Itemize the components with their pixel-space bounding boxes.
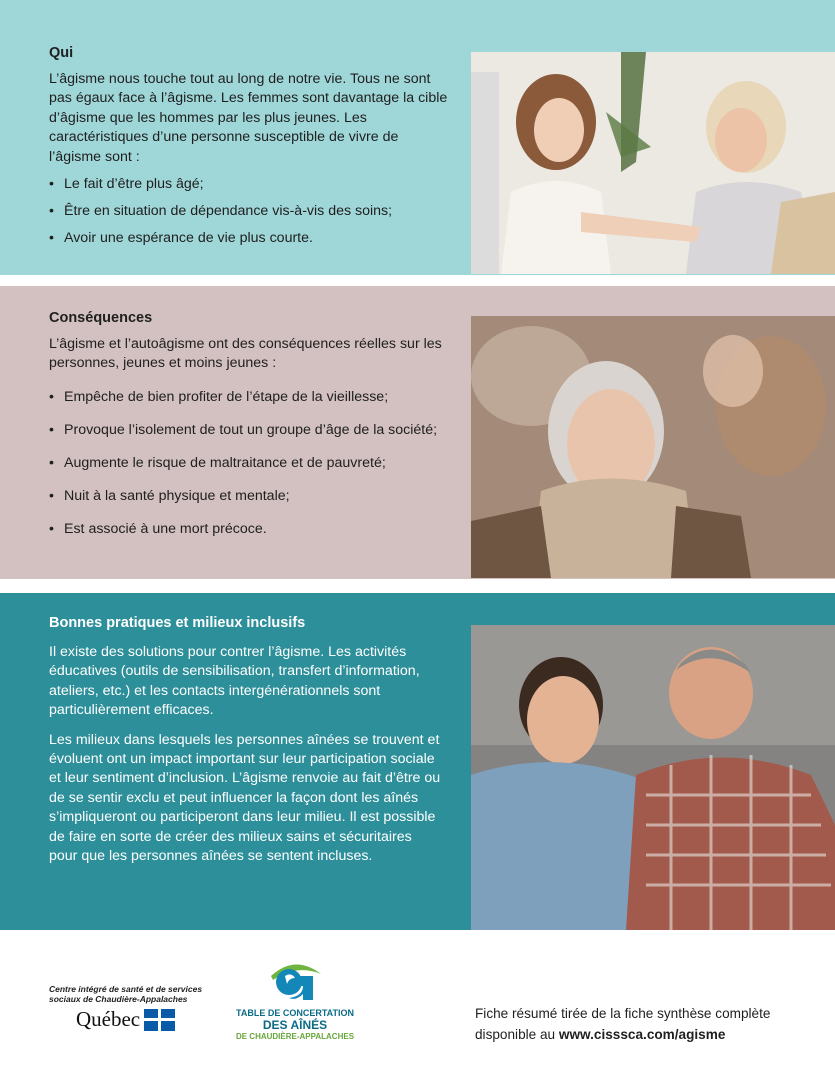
photo-young-and-older-man: [471, 625, 835, 930]
section-consequences-list: [49, 388, 459, 539]
footer-note: [475, 1003, 770, 1045]
list-item: • Le fait d’être plus âgé;: [49, 175, 449, 194]
quebec-flag-icon: [144, 1009, 175, 1031]
quebec-wordmark-row: [49, 1007, 204, 1032]
photo-young-and-older-woman: [471, 52, 835, 274]
list-item: • Provoque l’isolement de tout un groupe d’âge de la société;: [49, 421, 459, 440]
section-consequences-paragraph: L’âgisme et l’autoâgisme ont des conséquences réelles sur les personnes, jeunes et moins jeunes :: [49, 336, 442, 372]
section-consequences-heading: Conséquences: [49, 310, 153, 326]
section-bonnes-pratiques: [49, 615, 444, 866]
quebec-wordmark: Québec: [76, 1007, 141, 1031]
cisss-logo-text: Centre intégré de santé et de services sociaux de Chaudière-Appalaches: [49, 984, 203, 1004]
tca-line-3: DE CHAUDIÈRE-APPALACHES: [235, 1031, 355, 1041]
list-item: • Nuit à la santé physique et mentale;: [49, 487, 459, 506]
cisss-quebec-logo: [49, 985, 204, 1032]
footer-note-line-2: [475, 1024, 770, 1045]
section-qui: [49, 45, 449, 248]
section-bonnes-pratiques-paragraph-2: Les milieux dans lesquels les personnes aînées se trouvent et évoluent ont un impact important sur leur participation sociale et leur sentiment d’inclusion. L’âgisme renvoie au fait d’être ou de se sentir exclu et peut influencer la façon dont les aînés s’impliqueront ou participeront dans leur milieu. Il est possible de faire en sorte de créer des milieux sains et sécuritaires pour que les personnes aînées se sentent incluses.: [49, 731, 441, 865]
section-qui-heading: Qui: [49, 45, 74, 61]
list-item: • Est associé à une mort précoce.: [49, 520, 459, 539]
photo-3-illustration: [471, 625, 835, 930]
tca-line-1: TABLE DE CONCERTATION: [236, 1008, 354, 1018]
tca-emblem-icon: [263, 958, 327, 1004]
list-item: • Avoir une espérance de vie plus courte.: [49, 229, 449, 248]
photo-older-woman-reflection: [471, 316, 835, 578]
table-concertation-logo: [230, 958, 360, 1042]
section-bonnes-pratiques-paragraph-1: Il existe des solutions pour contrer l’âgisme. Les activités éducatives (outils de sensibilisation, transfert d’information, ateliers, etc.) et les contacts intergénérationnels sont particulièrement efficaces.: [49, 644, 420, 719]
section-consequences: [49, 310, 459, 539]
list-item: • Empêche de bien profiter de l’étape de la vieillesse;: [49, 388, 459, 407]
photo-1-illustration: [471, 52, 835, 274]
footer-note-prefix: disponible au: [475, 1027, 559, 1042]
photo-2-illustration: [471, 316, 835, 578]
list-item: • Être en situation de dépendance vis-à-vis des soins;: [49, 202, 449, 221]
section-qui-list: [49, 175, 449, 248]
tca-line-2: DES AÎNÉS: [262, 1017, 328, 1032]
footer-note-line-1: Fiche résumé tirée de la fiche synthèse complète: [475, 1006, 771, 1021]
list-item: • Augmente le risque de maltraitance et de pauvreté;: [49, 454, 459, 473]
section-bonnes-pratiques-heading: Bonnes pratiques et milieux inclusifs: [49, 615, 306, 631]
footer-url-link[interactable]: www.cisssca.com/agisme: [558, 1027, 726, 1042]
section-qui-paragraph: L’âgisme nous touche tout au long de notre vie. Tous ne sont pas égaux face à l’âgisme. Les femmes sont davantage la cible d’âgisme que les hommes par les plus jeunes. Les caractéristiques d’une personne susceptible de vivre de l’âgisme sont :: [49, 71, 448, 165]
